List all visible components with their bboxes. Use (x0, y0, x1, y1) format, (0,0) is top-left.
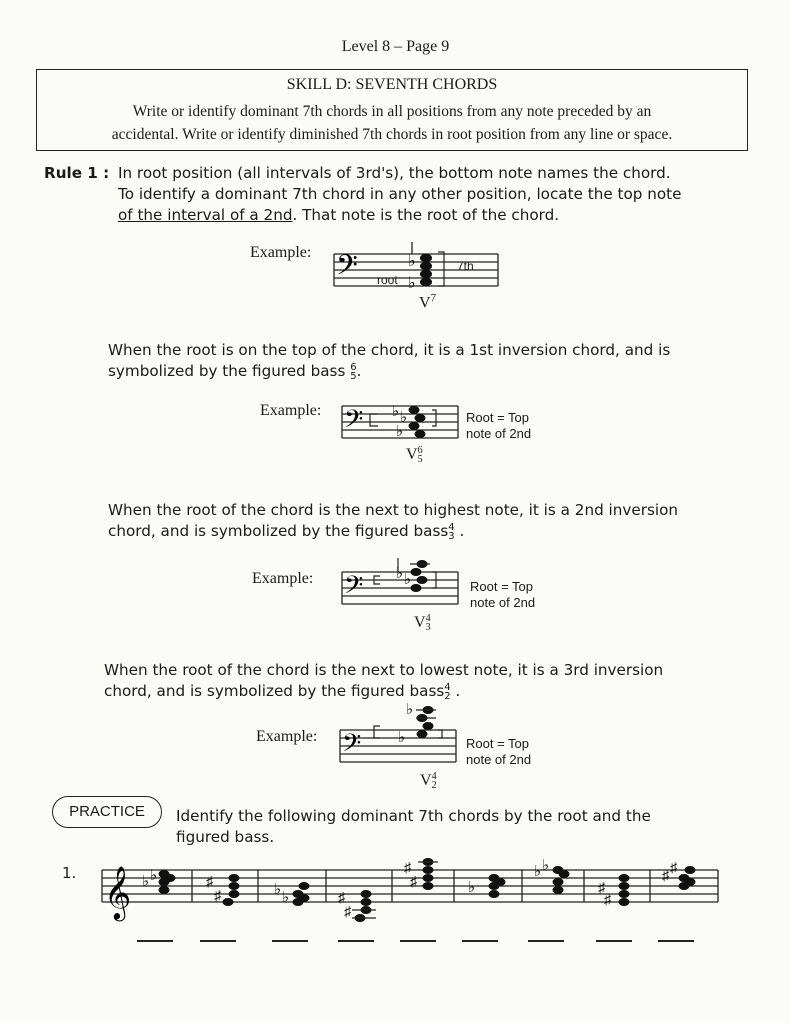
example-1-label: Example: (250, 244, 312, 261)
rule-line-3-rest: . That note is the root of the chord. (292, 206, 560, 224)
example-4-chord-symbol (420, 772, 437, 790)
svg-text:♭: ♭ (282, 890, 290, 906)
svg-text:♯: ♯ (410, 875, 417, 890)
para-2-text: chord, and is symbolized by the figured bass (108, 522, 449, 540)
rule-text (118, 163, 738, 226)
treble-clef-icon: 𝄞 (104, 867, 132, 918)
fig-top: 6 (417, 445, 423, 457)
practice-chord-8 (598, 874, 630, 908)
svg-text:♭: ♭ (408, 275, 416, 292)
example-2-staff (336, 392, 466, 448)
practice-staff (98, 842, 724, 928)
practice-badge: PRACTICE (52, 796, 162, 828)
svg-text:♭: ♭ (534, 864, 542, 880)
svg-text:♯: ♯ (404, 861, 411, 876)
rule-line-2: To identify a dominant 7th chord in any other position, locate the top note (118, 185, 682, 203)
fig-bottom: 3 (448, 530, 455, 542)
practice-item-number: 1. (62, 864, 77, 882)
svg-text:♯: ♯ (338, 891, 345, 906)
practice-chord-1 (142, 868, 176, 894)
answer-blank-3[interactable] (272, 940, 308, 942)
example-1-chord-symbol (419, 292, 436, 312)
chord-symbol-letter: V (419, 294, 431, 312)
svg-text:♯: ♯ (344, 905, 351, 920)
answer-blank-1[interactable] (137, 940, 173, 942)
para-1-end: . (356, 362, 362, 380)
para-2-line-2 (108, 521, 738, 542)
note-line-1: Root = Top (470, 579, 534, 594)
svg-text:♯: ♯ (214, 889, 221, 904)
paragraph-1st-inversion (108, 340, 738, 382)
fig-bottom: 5 (350, 370, 357, 382)
svg-text:♭: ♭ (406, 702, 414, 718)
note-line-2: note of 2nd (466, 752, 532, 767)
para-1-line-1: When the root is on the top of the chord, it is a 1st inversion chord, and is (108, 341, 671, 359)
note-line-1: Root = Top (466, 736, 530, 751)
note-line-2: note of 2nd (466, 426, 532, 441)
chord-symbol-letter: V (406, 446, 418, 463)
figured-bass (448, 523, 454, 541)
example-3-chord-symbol (414, 614, 431, 632)
practice-chord-7 (534, 858, 570, 894)
practice-chord-4 (338, 890, 376, 922)
example-4-staff (334, 698, 464, 772)
practice-line-1: Identify the following dominant 7th chords by the root and the (176, 807, 651, 825)
fig-top: 4 (448, 521, 455, 533)
skill-desc-line-2: accidental. Write or identify diminished 7th chords in root position from any line or space. (111, 126, 673, 143)
bass-clef-icon: 𝄢 (336, 251, 358, 288)
svg-text:♭: ♭ (150, 868, 158, 884)
skill-title: SKILL D: SEVENTH CHORDS (286, 76, 498, 93)
example-3-staff (336, 554, 466, 614)
svg-text:♭: ♭ (542, 858, 550, 874)
answer-blank-4[interactable] (338, 940, 374, 942)
svg-text:♭: ♭ (398, 730, 406, 746)
note-line-2: note of 2nd (470, 595, 536, 610)
chord-symbol-sup: 7 (430, 292, 437, 304)
practice-line-2: figured bass. (176, 828, 275, 846)
figured-bass (432, 772, 437, 790)
example-4-label: Example: (256, 728, 318, 745)
answer-blank-7[interactable] (528, 940, 564, 942)
para-1-text: symbolized by the figured bass (108, 362, 346, 380)
svg-text:♯: ♯ (604, 893, 611, 908)
answer-blank-8[interactable] (596, 940, 632, 942)
svg-text:♯: ♯ (206, 875, 213, 890)
svg-text:♭: ♭ (400, 410, 408, 426)
practice-chord-2 (206, 874, 240, 906)
skill-description (47, 100, 737, 146)
para-1-line-2 (108, 361, 738, 382)
svg-text:♭: ♭ (274, 882, 282, 898)
example-1-staff (326, 236, 506, 300)
figured-bass (418, 446, 423, 464)
fig-bottom: 3 (425, 622, 431, 634)
bass-clef-icon: 𝄢 (342, 730, 362, 763)
fig-bottom: 5 (417, 454, 423, 466)
para-3-line-1: When the root of the chord is the next to lowest note, it is a 3rd inversion (104, 661, 664, 679)
para-2-end: . (459, 522, 465, 540)
figured-bass (426, 614, 431, 632)
para-2-line-1: When the root of the chord is the next to highest note, it is a 2nd inversion (108, 501, 679, 519)
svg-text:♭: ♭ (468, 880, 476, 896)
skill-desc-line-1: Write or identify dominant 7th chords in all positions from any note preceded by an (132, 103, 652, 120)
para-3-text: chord, and is symbolized by the figured bass (104, 682, 445, 700)
rule-underlined-text: of the interval of a 2nd (118, 206, 293, 224)
example-2-chord-symbol (406, 446, 423, 464)
fig-bottom: 2 (444, 690, 451, 702)
svg-text:♯: ♯ (662, 869, 669, 884)
rule-label: Rule 1 : (44, 164, 110, 182)
rule-line-1: In root position (all intervals of 3rd's), the bottom note names the chord. (118, 164, 671, 182)
example-3-label: Example: (252, 570, 314, 587)
paragraph-2nd-inversion (108, 500, 738, 542)
svg-text:♭: ♭ (396, 566, 404, 582)
chord-symbol-letter: V (420, 772, 432, 789)
page-header: Level 8 – Page 9 (341, 38, 450, 55)
answer-blank-6[interactable] (462, 940, 498, 942)
example-1-seventh-label: 7th (457, 259, 474, 273)
svg-text:♭: ♭ (392, 404, 400, 420)
svg-text:♭: ♭ (396, 424, 404, 440)
skill-box (36, 69, 748, 151)
fig-top: 4 (425, 613, 431, 625)
example-3-note (470, 579, 535, 611)
example-2-label: Example: (260, 402, 322, 419)
example-1-root-label: root (377, 273, 398, 287)
bass-clef-icon: 𝄢 (344, 572, 364, 605)
note-line-1: Root = Top (466, 410, 530, 425)
svg-text:♭: ♭ (404, 572, 412, 588)
example-2-note (466, 410, 531, 442)
answer-blank-9[interactable] (658, 940, 694, 942)
svg-text:♭: ♭ (142, 874, 150, 890)
fig-top: 4 (444, 681, 451, 693)
practice-chord-5 (404, 858, 438, 890)
fig-top: 4 (431, 771, 437, 783)
paragraph-3rd-inversion (104, 660, 734, 702)
example-4-note (466, 736, 531, 768)
rule-line-3 (118, 205, 738, 226)
bass-clef-icon: 𝄢 (344, 406, 364, 439)
answer-blank-2[interactable] (200, 940, 236, 942)
svg-text:♯: ♯ (598, 881, 605, 896)
fig-top: 6 (350, 361, 357, 373)
svg-text:♯: ♯ (670, 861, 677, 876)
chord-symbol-letter: V (414, 614, 426, 631)
svg-text:♭: ♭ (408, 253, 416, 270)
answer-blank-5[interactable] (400, 940, 436, 942)
fig-bottom: 2 (431, 780, 437, 792)
para-3-end: . (455, 682, 461, 700)
